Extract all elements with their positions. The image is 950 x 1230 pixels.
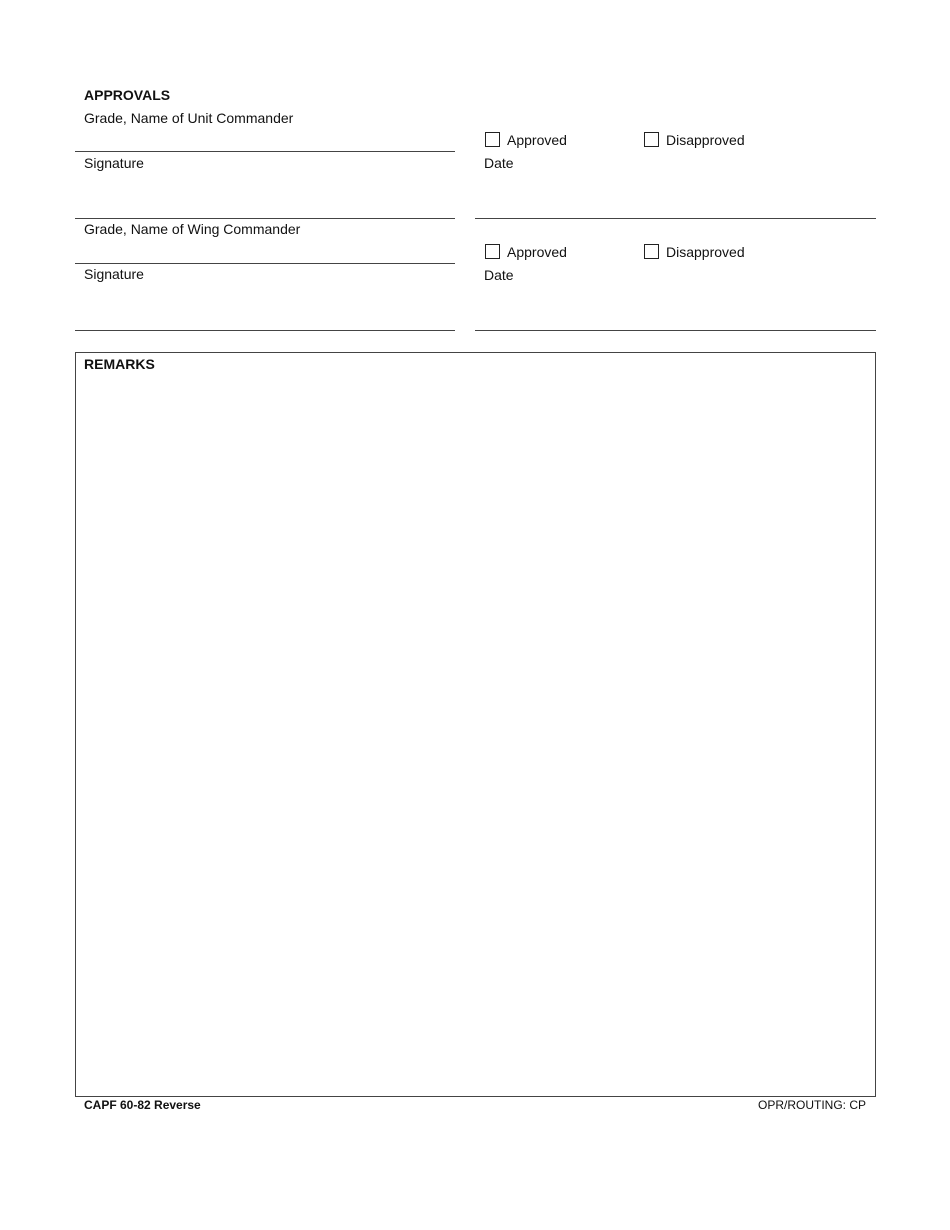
wing-commander-name-line[interactable] (75, 263, 455, 264)
unit-signature-line[interactable] (75, 218, 455, 219)
unit-date-line[interactable] (475, 218, 876, 219)
form-id: CAPF 60-82 Reverse (84, 1098, 201, 1112)
unit-disapproved-checkbox[interactable] (644, 132, 659, 147)
approvals-heading: APPROVALS (84, 87, 171, 103)
unit-date-label: Date (484, 155, 514, 171)
wing-disapproved-label: Disapproved (666, 244, 745, 260)
unit-signature-label: Signature (84, 155, 144, 171)
opr-routing: OPR/ROUTING: CP (757, 1098, 866, 1112)
wing-approved-label: Approved (507, 244, 567, 260)
wing-date-label: Date (484, 267, 514, 283)
unit-commander-name-label: Grade, Name of Unit Commander (84, 110, 294, 126)
unit-commander-name-line[interactable] (75, 151, 455, 152)
wing-approved-checkbox[interactable] (485, 244, 500, 259)
wing-date-line[interactable] (475, 330, 876, 331)
wing-disapproved-checkbox[interactable] (644, 244, 659, 259)
wing-signature-label: Signature (84, 266, 144, 282)
unit-disapproved-label: Disapproved (666, 132, 745, 148)
remarks-heading: REMARKS (84, 356, 155, 372)
remarks-box[interactable] (75, 352, 876, 1097)
unit-approved-label: Approved (507, 132, 567, 148)
unit-approved-checkbox[interactable] (485, 132, 500, 147)
wing-signature-line[interactable] (75, 330, 455, 331)
wing-commander-name-label: Grade, Name of Wing Commander (84, 221, 301, 237)
